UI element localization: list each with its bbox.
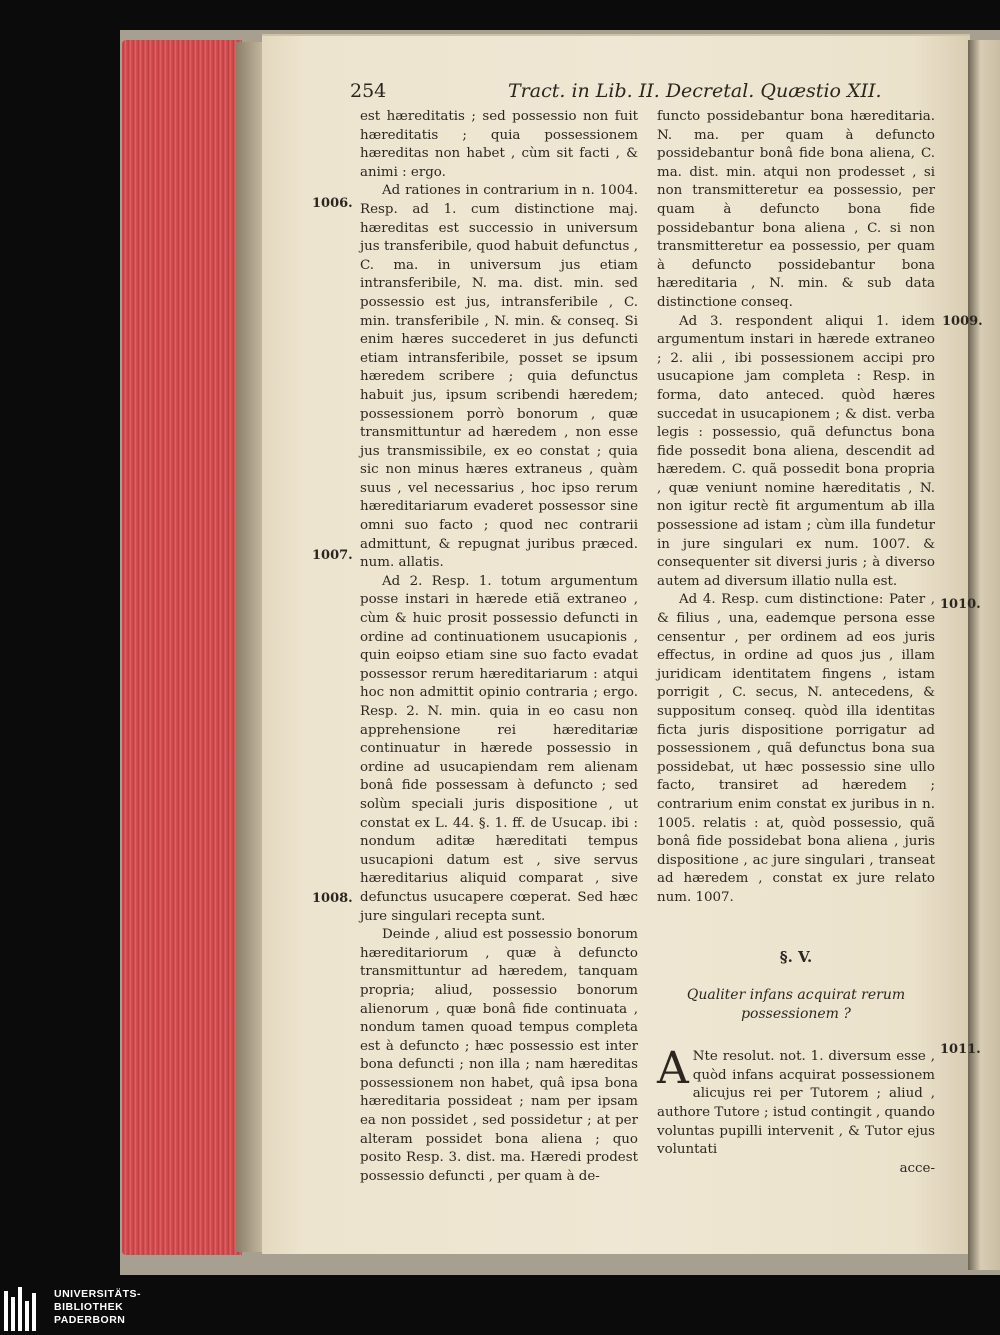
logo-line: BIBLIOTHEK <box>54 1301 124 1313</box>
margin-number-1006: 1006. <box>312 196 353 211</box>
paragraph: Ad 3. respondent aliqui 1. idem argumentum instari in hærede extraneo ; 2. alii , ibi possessionem accipi pro usucapione jam completa : Resp. in forma, dato anteced. quòd hæres succedat in usucapionem ; & dist. verba legis : possessio, quã defunctus bona fide possedit bona aliena, descendit ad hæredem. C. quã possedit bona propria , quæ veniunt nomine hæreditatis , N. non igitur rectè fit argumentum ab illa possessione ad istam ; cùm illa fundetur in jure singulari ex num. 1007. & consequenter sit diversi juris ; à diverso autem ad diversum illatio nulla est. <box>657 313 935 589</box>
paragraph: Deinde , aliud est possessio bonorum hæreditariorum , quæ à defuncto transmittuntur ad hæredem, tanquam propria; aliud, possessio bonorum alienorum , quæ bonâ fide continuata , nondum tamen quoad tempus completa est à defuncto ; hæc possessio est inter bona defuncti ; non illa ; nam hæreditas possessionem non habet, quâ ipsa bona hæreditaria possideat ; nam per ipsam ea non possidet , sed possidetur ; at per alteram possidet bona aliena ; quo posito Resp. 3. dist. ma. Hæredi prodest possessio defuncti , per quam à de- <box>360 927 638 1184</box>
logo-bars-icon <box>4 1287 46 1331</box>
facing-page-edge <box>968 40 1000 1270</box>
library-logo <box>0 1283 200 1335</box>
paragraph: Ad 4. Resp. cum distinctione: Pater , & filius , una, eademque persona esse censentur , per ordinem ad eos juris effectus, in ordine ad quos jus , illam juridicam identitatem fingens , istam porrigit , C. secus, N. antecedens, & suppositum conseq. quòd illa identitas ficta juris dispositione porrigatur ad possessionem , quã defunctus bona sua possidebat, ut hæc possessio sine ullo facto, transiret ad hæredem ; contrarium enim constat ex juribus in n. 1005. relatis : at, quòd possessio, quã bonâ fide possidebat bona aliena , juris dispositione , ac jure singulari , transeat ad hæredem , constat ex jure relato num. 1007. <box>657 592 935 905</box>
paragraph: Ad 2. Resp. 1. totum argumentum posse instari in hærede etiã extraneo , cùm & huic prosit possessio defuncti in ordine ad continuationem usucapionis , quin eoipso etiam sine suo facto evadat possessor rerum hæreditariarum : atqui hoc non admittit opinio contraria ; ergo. Resp. 2. N. min. quia in eo casu non apprehensione rei hæreditariæ continuatur in hærede possessio in ordine ad usucapiendam rem alienam bonâ fide possessam à defuncto ; sed solùm speciali juris dispositione , ut constat ex L. 44. §. 1. ff. de Usucap. ibi : nondum aditæ hæreditati tempus usucapioni datum est , sive servus hæreditarius aliquid comparat , sive defunctus usucapere cœperat. Sed hæc jure singulari recepta sunt. <box>360 573 638 924</box>
paragraph <box>657 1043 935 1160</box>
page-number: 254 <box>350 80 387 102</box>
running-header <box>350 80 882 110</box>
paragraph: est hæreditatis ; sed possessio non fuit hæreditatis ; quia possessionem hæreditas non habet , cùm sit facti , & animi : ergo. <box>360 109 638 180</box>
logo-text <box>54 1288 141 1327</box>
margin-number-1011: 1011. <box>940 1042 981 1057</box>
right-text-column <box>657 108 935 1178</box>
drop-cap: A <box>657 1043 689 1095</box>
margin-number-1008: 1008. <box>312 891 353 906</box>
left-text-column <box>360 108 638 1186</box>
margin-number-1010: 1010. <box>940 597 981 612</box>
running-title: Tract. in Lib. II. Decretal. Quæstio XII. <box>508 80 882 102</box>
question-title: Qualiter infans acquirat rerum possessionem ? <box>686 987 906 1023</box>
paragraph: functo possidebantur bona hæreditaria. N. ma. per quam à defuncto possidebantur bonâ fide bona aliena, C. ma. dist. min. atqui non prodesset , si non transmitteretur ea possessio, per quam à defuncto bona fide possidebantur bona aliena , C. si non transmitteretur ea possessio, per quam à defuncto possidebantur bona hæreditaria , N. min. & sub data distinctione conseq. <box>657 109 935 310</box>
margin-number-1007: 1007. <box>312 548 353 563</box>
logo-line: UNIVERSITÄTS- <box>54 1288 142 1300</box>
paragraph-text: Nte resolut. not. 1. diversum esse , quòd infans acquirat possessionem alicujus rei per Tutorem ; aliud , authore Tutore ; istud contingit , quando voluntas pupilli intervenit , & Tutor ejus voluntati <box>657 1049 935 1158</box>
margin-number-1009: 1009. <box>942 314 983 329</box>
logo-line: PADERBORN <box>54 1314 126 1326</box>
section-heading: §. V. <box>779 947 813 966</box>
red-page-edge <box>122 40 242 1255</box>
catchword: acce- <box>899 1160 935 1176</box>
paragraph: Ad rationes in contrarium in n. 1004. Resp. ad 1. cum distinctione maj. hæreditas est successio in universum jus transferibile, quod habuit defunctus , C. ma. in universum jus etiam intransferibile, N. ma. dist. min. sed possessio est jus, intransferibile , C. min. transferibile , N. min. & conseq. Si enim hæres succederet in jus defuncti etiam intransferibile, posset se ipsum hæredem scribere ; quia defunctus habuit jus, ipsum scribendi hæredem; possessionem porrò bonorum , quæ transmittuntur ad hæredem , non esse jus transmissibile, ex eo constat ; quia sic non minus hæres extraneus , quàm suus , vel necessarius , hoc ipso rerum hæreditariarum evaderet possessor sine omni suo facto ; quod nec contrarii admittunt, & repugnat juribus præced. num. allatis. <box>360 183 638 571</box>
